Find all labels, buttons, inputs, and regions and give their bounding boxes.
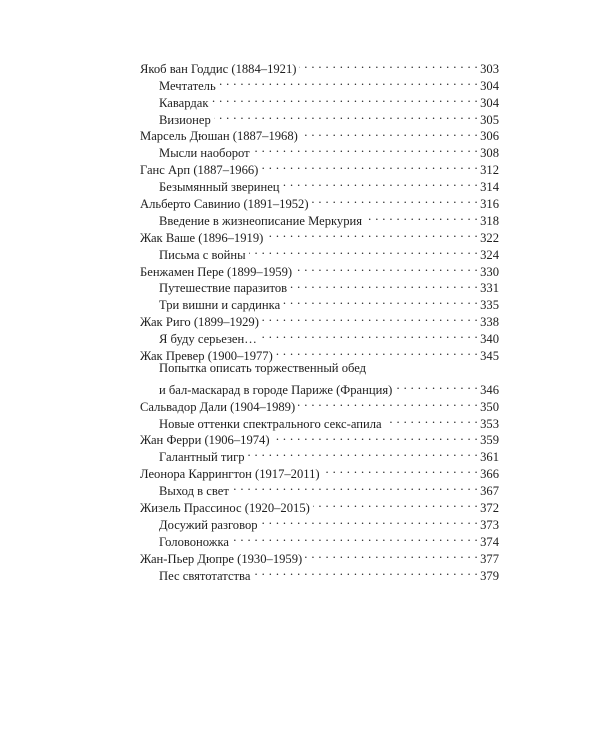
toc-entry-title: Жан-Пьер Дюпре (1930–1959) — [140, 551, 303, 566]
toc-entry-title: Якоб ван Годдис (1884–1921) — [140, 61, 297, 76]
dot-leader — [261, 157, 478, 174]
toc-entry-page: 316 — [480, 197, 499, 212]
toc-entry-page: 345 — [480, 349, 499, 364]
toc-entry-title: Жак Превер (1900–1977) — [140, 349, 273, 364]
toc-entry-title: Выход в свет — [159, 484, 229, 499]
dot-leader — [295, 259, 478, 276]
toc-entry-title: Письма с войны — [159, 247, 246, 262]
toc-entry-page: 346 — [480, 382, 499, 397]
dot-leader — [232, 478, 478, 495]
toc-entry-page: 330 — [480, 264, 499, 279]
toc-entry-page: 338 — [480, 315, 499, 330]
toc-entry-title: Пес святотатства — [159, 568, 251, 583]
toc-entry-page: 322 — [480, 230, 499, 245]
table-of-contents — [140, 56, 499, 583]
dot-leader — [219, 73, 478, 90]
toc-entry-title: Ганс Арп (1887–1966) — [140, 163, 259, 178]
dot-leader — [211, 90, 478, 107]
dot-leader — [253, 140, 478, 157]
toc-entry-title: Три вишни и сардинка — [159, 298, 281, 313]
toc-entry-page: 377 — [480, 551, 499, 566]
toc-entry-author — [140, 56, 499, 76]
dot-leader — [395, 377, 478, 394]
dot-leader — [313, 495, 478, 512]
toc-entry-page: 305 — [480, 112, 499, 127]
toc-entry-title: Жак Ваше (1896–1919) — [140, 230, 264, 245]
toc-entry-page: 359 — [480, 433, 499, 448]
dot-leader — [283, 292, 478, 309]
toc-entry-page: 318 — [480, 213, 499, 228]
toc-entry-title: Кавардак — [159, 95, 209, 110]
toc-entry-title: Путешествие паразитов — [159, 281, 288, 296]
dot-leader — [305, 546, 478, 563]
toc-entry-page: 340 — [480, 332, 499, 347]
toc-entry-title: Альберто Савинио (1891–1952) — [140, 197, 309, 212]
toc-entry-title: Марсель Дюшан (1887–1968) — [140, 129, 298, 144]
dot-leader — [232, 529, 478, 546]
toc-entry-title: Жак Риго (1899–1929) — [140, 315, 259, 330]
dot-leader — [290, 276, 478, 293]
dot-leader — [253, 563, 478, 580]
toc-entry-page: 308 — [480, 146, 499, 161]
toc-entry-page: 303 — [480, 61, 499, 76]
toc-entry-title: Попытка описать торжественный обед — [159, 361, 367, 376]
toc-entry-title: Головоножка — [159, 534, 229, 549]
dot-leader — [301, 124, 478, 141]
toc-entry-title: Жизель Прассинос (1920–2015) — [140, 501, 310, 516]
toc-entry-title: Бенжамен Пере (1899–1959) — [140, 264, 293, 279]
toc-entry-page: 374 — [480, 534, 499, 549]
toc-entry-work-line1 — [140, 360, 499, 377]
toc-entry-title: Визионер — [159, 112, 211, 127]
toc-entry-page: 314 — [480, 180, 499, 195]
toc-entry-page: 361 — [480, 450, 499, 465]
toc-entry-page: 373 — [480, 517, 499, 532]
dot-leader — [276, 343, 478, 360]
dot-leader — [260, 326, 478, 343]
toc-entry-title: Введение в жизнеописание Меркурия — [159, 213, 363, 228]
dot-leader — [299, 56, 478, 73]
toc-entry-page: 379 — [480, 568, 499, 583]
toc-entry-page: 353 — [480, 416, 499, 431]
toc-entry-page: 335 — [480, 298, 499, 313]
dot-leader — [283, 174, 479, 191]
toc-entry-title-continued: и бал-маскарад в городе Париже (Франция) — [159, 382, 393, 397]
dot-leader — [273, 428, 479, 445]
toc-entry-page: 350 — [480, 399, 499, 414]
dot-leader — [262, 309, 478, 326]
toc-entry-title: Жан Ферри (1906–1974) — [140, 433, 270, 448]
toc-entry-page: 367 — [480, 484, 499, 499]
toc-entry-page: 372 — [480, 501, 499, 516]
toc-entry-page: 331 — [480, 281, 499, 296]
toc-entry-title: Сальвадор Дали (1904–1989) — [140, 399, 296, 414]
dot-leader — [365, 208, 478, 225]
dot-leader — [266, 225, 478, 242]
toc-entry-title: Мысли наоборот — [159, 146, 250, 161]
dot-leader — [298, 394, 478, 411]
toc-entry-page: 304 — [480, 95, 499, 110]
toc-entry-title: Новые оттенки спектрального секс-апила — [159, 416, 382, 431]
toc-entry-page: 324 — [480, 247, 499, 262]
toc-entry-page: 304 — [480, 78, 499, 93]
toc-entry-title: Галантный тигр — [159, 450, 245, 465]
toc-entry-title: Леонора Каррингтон (1917–2011) — [140, 467, 320, 482]
toc-entry-page: 306 — [480, 129, 499, 144]
dot-leader — [261, 512, 479, 529]
toc-entry-title: Досужий разговор — [159, 517, 258, 532]
toc-entry-page: 366 — [480, 467, 499, 482]
toc-entry-work-line2 — [140, 377, 499, 397]
dot-leader — [249, 242, 478, 259]
toc-entry-title: Безымянный зверинец — [159, 180, 280, 195]
toc-entry-title: Мечтатель — [159, 78, 216, 93]
dot-leader — [312, 191, 479, 208]
dot-leader — [385, 411, 479, 428]
dot-leader — [248, 444, 479, 461]
dot-leader — [214, 107, 478, 124]
toc-entry-title: Я буду серьезен… — [159, 332, 257, 347]
dot-leader — [323, 461, 479, 478]
toc-entry-page: 312 — [480, 163, 499, 178]
